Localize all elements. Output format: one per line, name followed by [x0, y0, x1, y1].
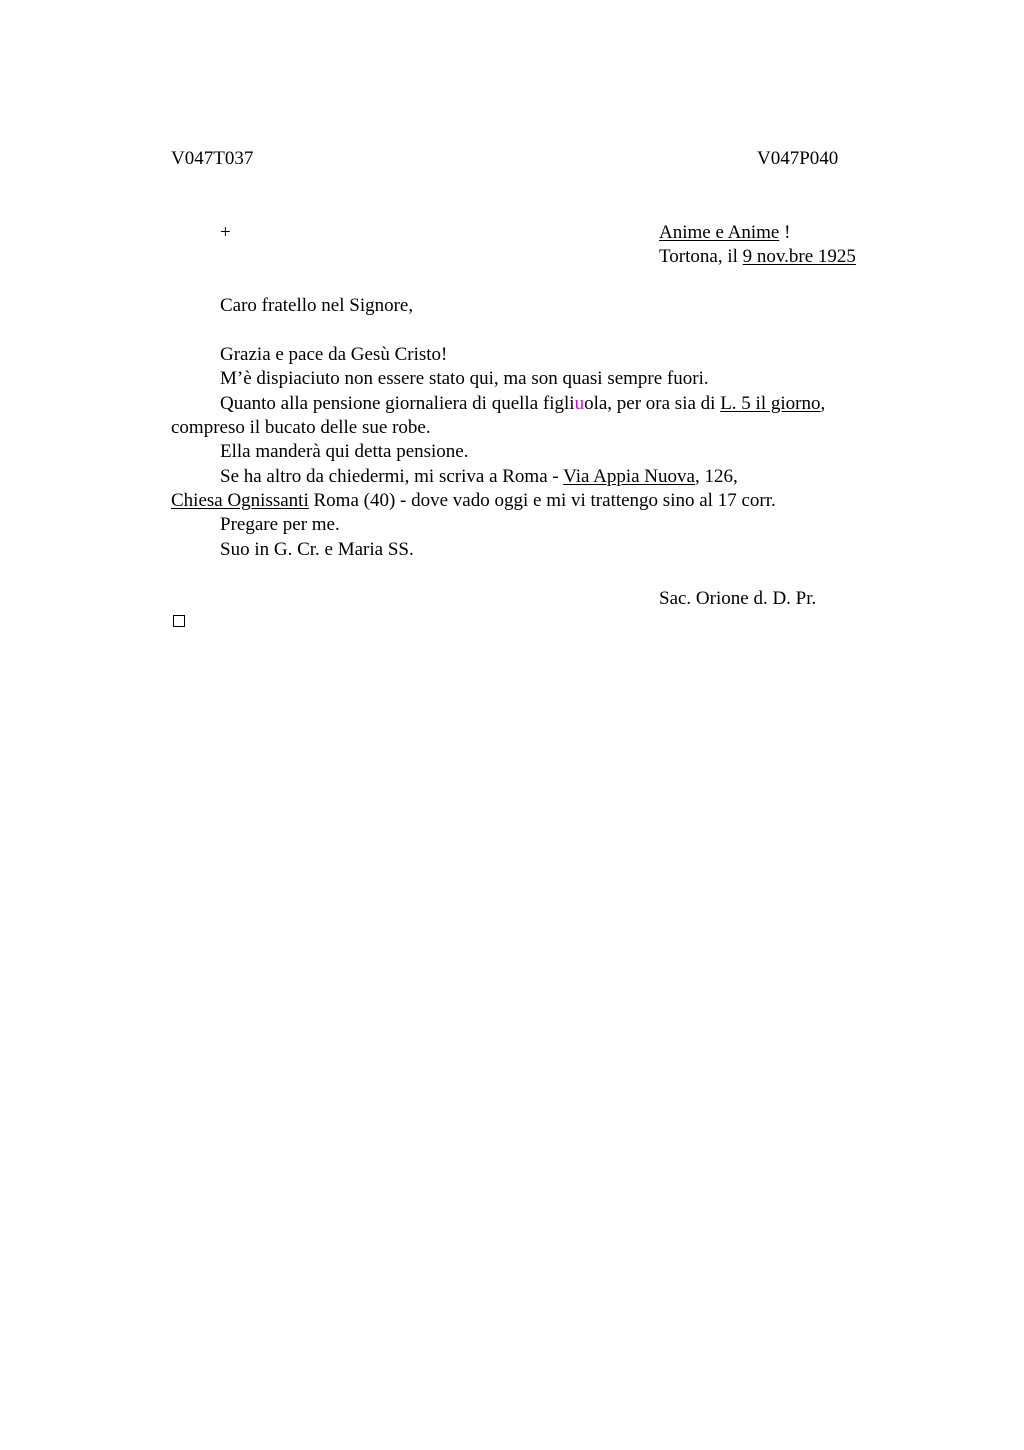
pension-text-2: ola, per ora sia di: [584, 393, 721, 414]
date-text: 9 nov.bre 1925: [742, 246, 856, 267]
send-line: Ella manderà qui detta pensione.: [220, 441, 469, 462]
address-line-2: [171, 489, 776, 513]
document-code-right: V047P040: [757, 148, 839, 169]
address-church: Chiesa Ognissanti: [171, 490, 309, 511]
place-text: Tortona, il: [659, 246, 743, 267]
address-text-1: Se ha altro da chiedermi, mi scriva a Roma -: [220, 466, 564, 487]
pension-comma: ,: [820, 393, 826, 414]
address-street: Via Appia Nuova: [563, 466, 695, 487]
address-text-3: Roma (40) - dove vado oggi e mi vi trattengo sino al 17 corr.: [308, 490, 776, 511]
place-date-line: [659, 245, 856, 269]
document-code-left: V047T037: [171, 148, 254, 169]
pension-continuation-line: compreso il bucato delle sue robe.: [171, 417, 431, 438]
motto-suffix: !: [779, 222, 791, 243]
pension-line: [220, 392, 825, 416]
pension-amount: L. 5 il giorno: [720, 393, 821, 414]
address-text-2: , 126,: [694, 466, 738, 487]
end-square-icon: [173, 615, 185, 627]
motto-line: [659, 221, 790, 245]
pension-highlight-letter: u: [574, 393, 585, 414]
regret-line: M’è dispiaciuto non essere stato qui, ma son quasi sempre fuori.: [220, 368, 709, 389]
motto-text: Anime e Anime: [659, 222, 780, 243]
pray-line: Pregare per me.: [220, 514, 340, 535]
closing-line: Suo in G. Cr. e Maria SS.: [220, 539, 414, 560]
cross-mark: +: [220, 222, 231, 243]
pension-text-1: Quanto alla pensione giornaliera di quella figli: [220, 393, 575, 414]
address-line-1: [220, 465, 738, 489]
greeting-line: Grazia e pace da Gesù Cristo!: [220, 344, 448, 365]
salutation: Caro fratello nel Signore,: [220, 295, 414, 316]
signature: Sac. Orione d. D. Pr.: [659, 588, 817, 609]
